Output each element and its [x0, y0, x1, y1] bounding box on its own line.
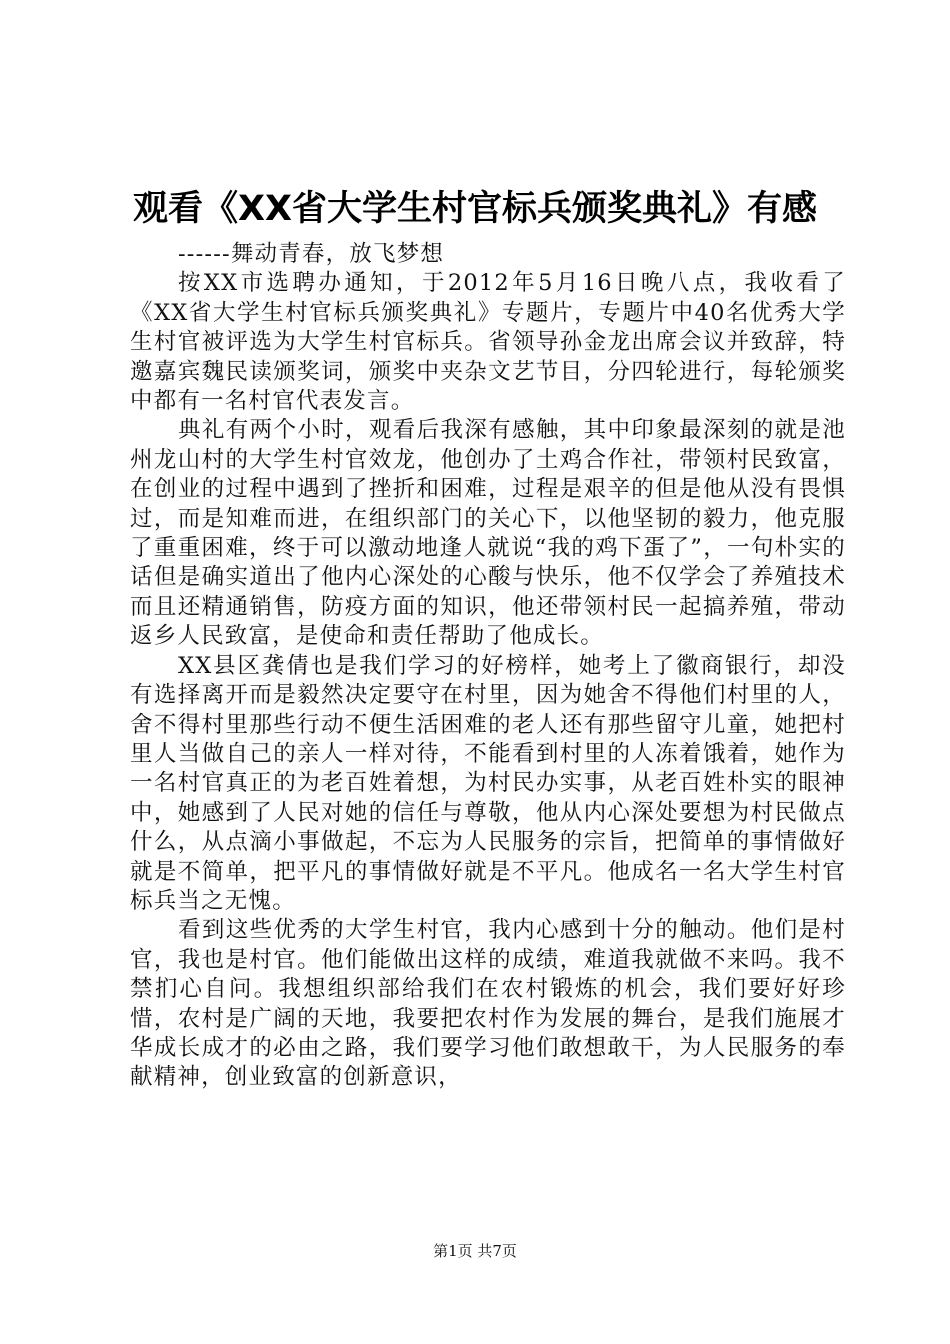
paragraph: 看到这些优秀的大学生村官，我内心感到十分的触动。他们是村官，我也是村官。他们能做出这样的成绩，难道我就做不来吗。我不禁扪心自问。我想组织部给我们在农村锻炼的机会，我们要好好珍惜，农村是广阔的天地，我要把农村作为发展的舞台，是我们施展才华成长成才的必由之路，我们要学习他们敢想敢干，为人民服务的奉献精神，创业致富的创新意识， [130, 917, 846, 1091]
document-title: 观看《XX省大学生村官标兵颁奖典礼》有感 [133, 189, 817, 229]
document-subtitle: ------舞动青春，放飞梦想 [178, 241, 445, 267]
document-body [130, 240, 846, 1093]
paragraph: XX县区龚倩也是我们学习的好榜样，她考上了徽商银行，却没有选择离开而是毅然决定要守在村里，因为她舍不得他们村里的人，舍不得村里那些行动不便生活困难的老人还有那些留守儿童，她把村里人当做自己的亲人一样对待，不能看到村里的人冻着饿着，她作为一名村官真正的为老百姓着想，为村民办实事，从老百姓朴实的眼神中，她感到了人民对她的信任与尊敬，他从内心深处要想为村民做点什么，从点滴小事做起，不忘为人民服务的宗旨，把简单的事情做好就是不简单，把平凡的事情做好就是不平凡。他成名一名大学生村官标兵当之无愧。 [130, 652, 846, 914]
paragraph: 典礼有两个小时，观看后我深有感触，其中印象最深刻的就是池州龙山村的大学生村官效龙，他创办了土鸡合作社，带领村民致富，在创业的过程中遇到了挫折和困难，过程是艰辛的但是他从没有畏惧过，而是知难而进，在组织部门的关心下，以他坚韧的毅力，他克服了重重困难，终于可以激动地逢人就说“我的鸡下蛋了”，一句朴实的话但是确实道出了他内心深处的心酸与快乐，他不仅学会了养殖技术而且还精通销售，防疫方面的知识，他还带领村民一起搞养殖，带动返乡人民致富，是使命和责任帮助了他成长。 [130, 417, 846, 650]
paragraph: 按XX市选聘办通知，于2012年5月16日晚八点，我收看了《XX省大学生村官标兵颁奖典礼》专题片，专题片中40名优秀大学生村官被评选为大学生村官标兵。省领导孙金龙出席会议并致辞，特邀嘉宾魏民读颁奖词，颁奖中夹杂文艺节目，分四轮进行，每轮颁奖中都有一名村官代表发言。 [130, 270, 846, 415]
page-footer: 第1页 共7页 [433, 1242, 517, 1260]
